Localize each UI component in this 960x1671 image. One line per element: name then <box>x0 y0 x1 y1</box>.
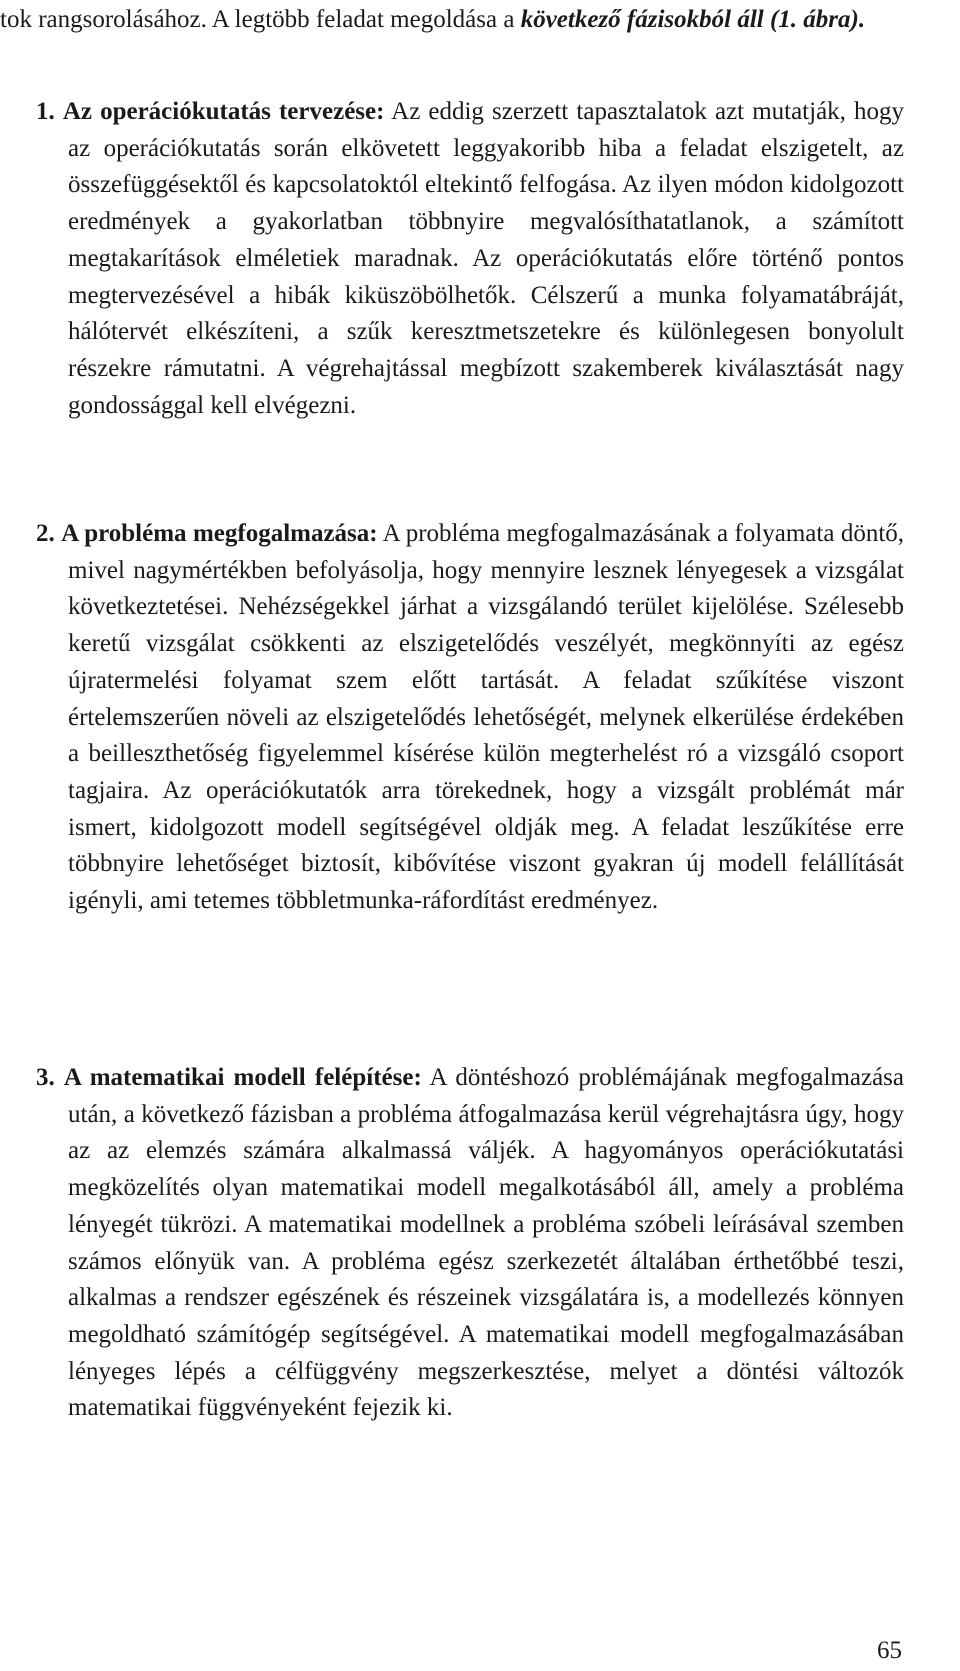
phase-number: 1. <box>36 98 55 125</box>
page-number: 65 <box>877 1637 902 1664</box>
intro-text: tok rangsorolásához. A legtöbb feladat megoldása a <box>0 6 521 33</box>
intro-paragraph <box>0 2 902 39</box>
phase-number: 2. <box>36 520 55 547</box>
phase-number: 3. <box>36 1064 55 1091</box>
phase-item-2 <box>36 516 904 920</box>
phase-heading: Az operációkutatás tervezése: <box>62 98 385 125</box>
phase-item-1 <box>36 94 904 424</box>
phase-body: A probléma megfogalmazásának a folyamata döntő, mivel nagymértékben befolyásolja, hogy mennyire lesznek lényegesek a vizsgálat következtetései. Nehézségekkel járhat a vizsgálandó terület kijelölése. Szélesebb keretű vizsgálat csökkenti az elszigetelődés veszélyét, megkönnyíti az egész újratermelési folyamat szem előtt tartását. A feladat szűkítése viszont értelemszerűen növeli az elszigetelődés lehetőségét, melynek elkerülése érdekében a beilleszthetőség figyelemmel kísérése külön megterhelést ró a vizsgáló csoport tagjaira. Az operációkutatók arra törekednek, hogy a vizsgált problémát már ismert, kidolgozott modell segítségével oldják meg. A feladat leszűkítése erre többnyire lehetőséget biztosít, kibővítése viszont gyakran új modell felállítását igényli, ami tetemes többletmunka-ráfordítást eredményez. <box>68 520 905 915</box>
phase-item-3 <box>36 1060 904 1427</box>
phase-heading: A matematikai modell felépítése: <box>63 1064 422 1091</box>
phase-body: Az eddig szerzett tapasztalatok azt mutatják, hogy az operációkutatás során elkövetett leggyakoribb hiba a feladat elszigetelt, az összefüggésektől és kapcsolatoktól eltekintő felfogása. Az ilyen módon kidolgozott eredmények a gyakorlatban többnyire megvalósíthatatlanok, a számított megtakarítások elméletiek maradnak. Az operációkutatás előre történő pontos megtervezésével a hibák kiküszöbölhetők. Célszerű a munka folyamatábráját, hálótervét elkészíteni, a szűk keresztmetszetekre és különlegesen bonyolult részekre rámutatni. A végrehajtással megbízott szakemberek kiválasztását nagy gondossággal kell elvégezni. <box>68 98 904 419</box>
phase-body: A döntéshozó problémájának megfogalmazása után, a következő fázisban a probléma átfogalmazása kerül végrehajtásra úgy, hogy az az elemzés számára alkalmassá váljék. A hagyományos operációkutatási megközelítés olyan matematikai modell megalkotásából áll, amely a probléma lényegét tükrözi. A matematikai modellnek a probléma szóbeli leírásával szemben számos előnyük van. A probléma egész szerkezetét általában érthetőbbé teszi, alkalmas a rendszer egészének és részeinek vizsgálatára is, a modellezés könnyen megoldható számítógép segítségével. A matematikai modell megfogalmazásában lényeges lépés a célfüggvény megszerkesztése, melyet a döntési változók matematikai függvényeként fejezik ki. <box>68 1064 905 1422</box>
intro-emphasis: következő fázisokból áll (1. ábra). <box>520 6 866 33</box>
phase-heading: A probléma megfogalmazása: <box>61 520 378 547</box>
